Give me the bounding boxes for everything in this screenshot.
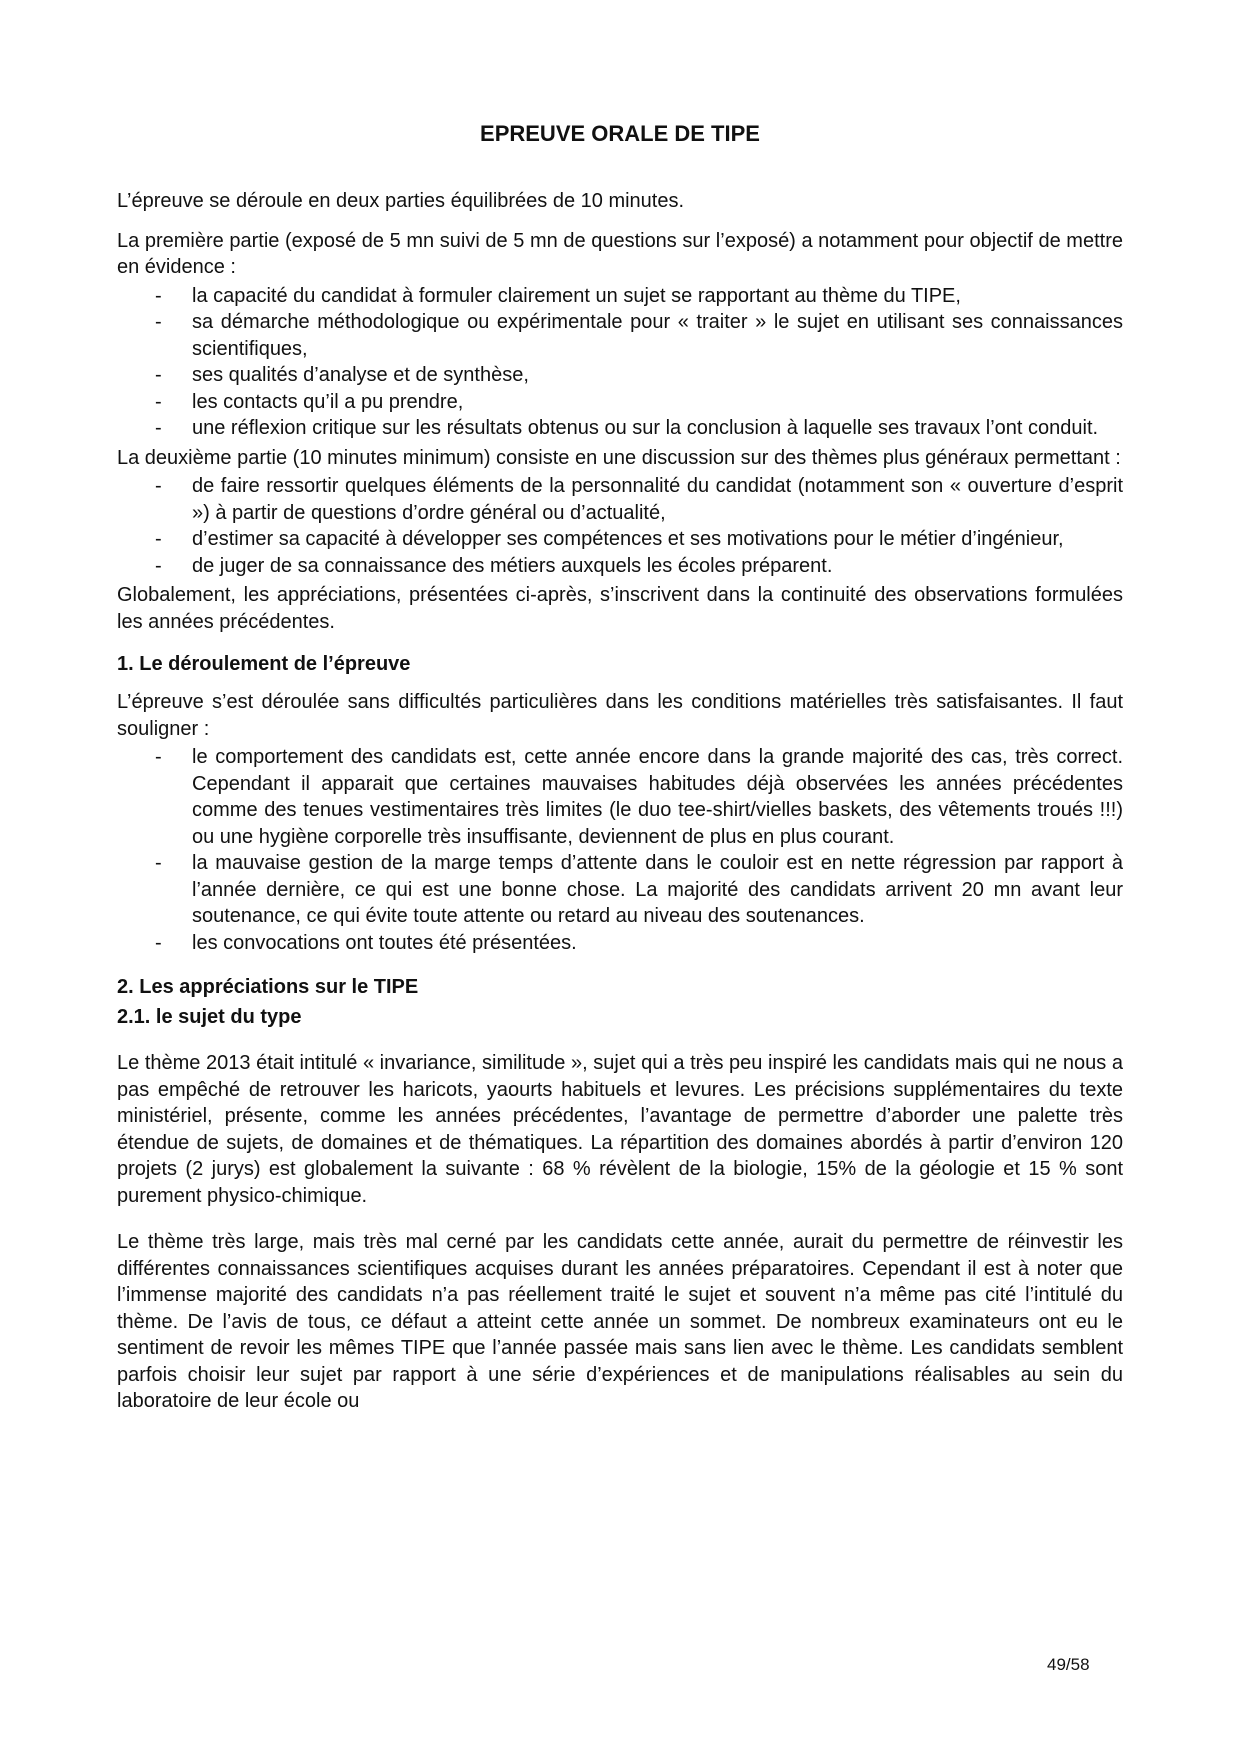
list-item: - une réflexion critique sur les résultats obtenus ou sur la conclusion à laquelle ses travaux l’ont conduit. [117,415,1123,442]
part1-list [117,283,1123,442]
section1-intro: L’épreuve s’est déroulée sans difficultés particulières dans les conditions matérielles très satisfaisantes. Il faut souligner : [117,691,1123,740]
document-page [117,112,1123,1435]
list-item: - la capacité du candidat à formuler clairement un sujet se rapportant au thème du TIPE, [117,283,1123,310]
section1-heading: 1. Le déroulement de l’épreuve [117,653,411,675]
section2-subheading: 2.1. le sujet du type [117,1006,302,1028]
section2-heading: 2. Les appréciations sur le TIPE [117,976,419,998]
part2-list [117,473,1123,579]
section2-paragraph: Le thème 2013 était intitulé « invariance, similitude », sujet qui a très peu inspiré les candidats mais qui ne nous a pas empêché de retrouver les haricots, yaourts habituels et levures. Les précisions supplémentaires du texte ministériel, présente, comme les années précédentes, l’avantage de permettre d’aborder une palette très étendue de sujets, de domaines et de thématiques. La répartition des domaines abordés à partir d’environ 120 projets (2 jurys) est globalement la suivante : 68 % révèlent de la biologie, 15% de la géologie et 15 % sont purement physico-chimique. [117,1052,1123,1207]
list-item: - ses qualités d’analyse et de synthèse, [117,362,1123,389]
part2-intro: La deuxième partie (10 minutes minimum) consiste en une discussion sur des thèmes plus généraux permettant : [117,446,1121,469]
list-item: - de faire ressortir quelques éléments de la personnalité du candidat (notamment son « ouverture d’esprit ») à partir de questions d’ordre général ou d’actualité, [117,473,1123,526]
page-number: 49/58 [1047,1655,1090,1674]
intro-paragraph: L’épreuve se déroule en deux parties équilibrées de 10 minutes. [117,190,685,212]
part1-intro: La première partie (exposé de 5 mn suivi de 5 mn de questions sur l’exposé) a notamment pour objectif de mettre en évidence : [117,229,1123,278]
section1-list [117,744,1123,956]
list-item: - de juger de sa connaissance des métiers auxquels les écoles préparent. [117,553,1123,580]
list-item: - les contacts qu’il a pu prendre, [117,389,1123,416]
list-item: - la mauvaise gestion de la marge temps d’attente dans le couloir est en nette régression par rapport à l’année dernière, ce qui est une bonne chose. La majorité des candidats arrivent 20 mn avant leur soutenance, ce qui évite toute attente ou retard au niveau des soutenances. [117,850,1123,930]
list-item: - le comportement des candidats est, cette année encore dans la grande majorité des cas, très correct. Cependant il apparait que certaines mauvaises habitudes déjà observées les années précédentes comme des tenues vestimentaires très limites (le duo tee-shirt/vielles baskets, des vêtements troués !!!) ou une hygiène corporelle très insuffisante, deviennent de plus en plus courant. [117,744,1123,850]
list-item: - les convocations ont toutes été présentées. [117,930,1123,957]
global-paragraph: Globalement, les appréciations, présentées ci-après, s’inscrivent dans la continuité des observations formulées les années précédentes. [117,584,1123,633]
list-item: - sa démarche méthodologique ou expérimentale pour « traiter » le sujet en utilisant ses connaissances scientifiques, [117,309,1123,362]
section2-paragraph: Le thème très large, mais très mal cerné par les candidats cette année, aurait du permettre de réinvestir les différentes connaissances scientifiques acquises durant les années préparatoires. Cependant il est à noter que l’immense majorité des candidats n’a pas réellement traité le sujet et souvent n’a même pas cité l’intitulé du thème. De l’avis de tous, ce défaut a atteint cette année un sommet. De nombreux examinateurs ont eu le sentiment de revoir les mêmes TIPE que l’année passée mais sans lien avec le thème. Les candidats semblent parfois choisir leur sujet par rapport à une série d’expériences et de manipulations réalisables au sein du laboratoire de leur école ou [117,1231,1123,1412]
document-title: EPREUVE ORALE DE TIPE [480,121,760,146]
list-item: - d’estimer sa capacité à développer ses compétences et ses motivations pour le métier d’ingénieur, [117,526,1123,553]
